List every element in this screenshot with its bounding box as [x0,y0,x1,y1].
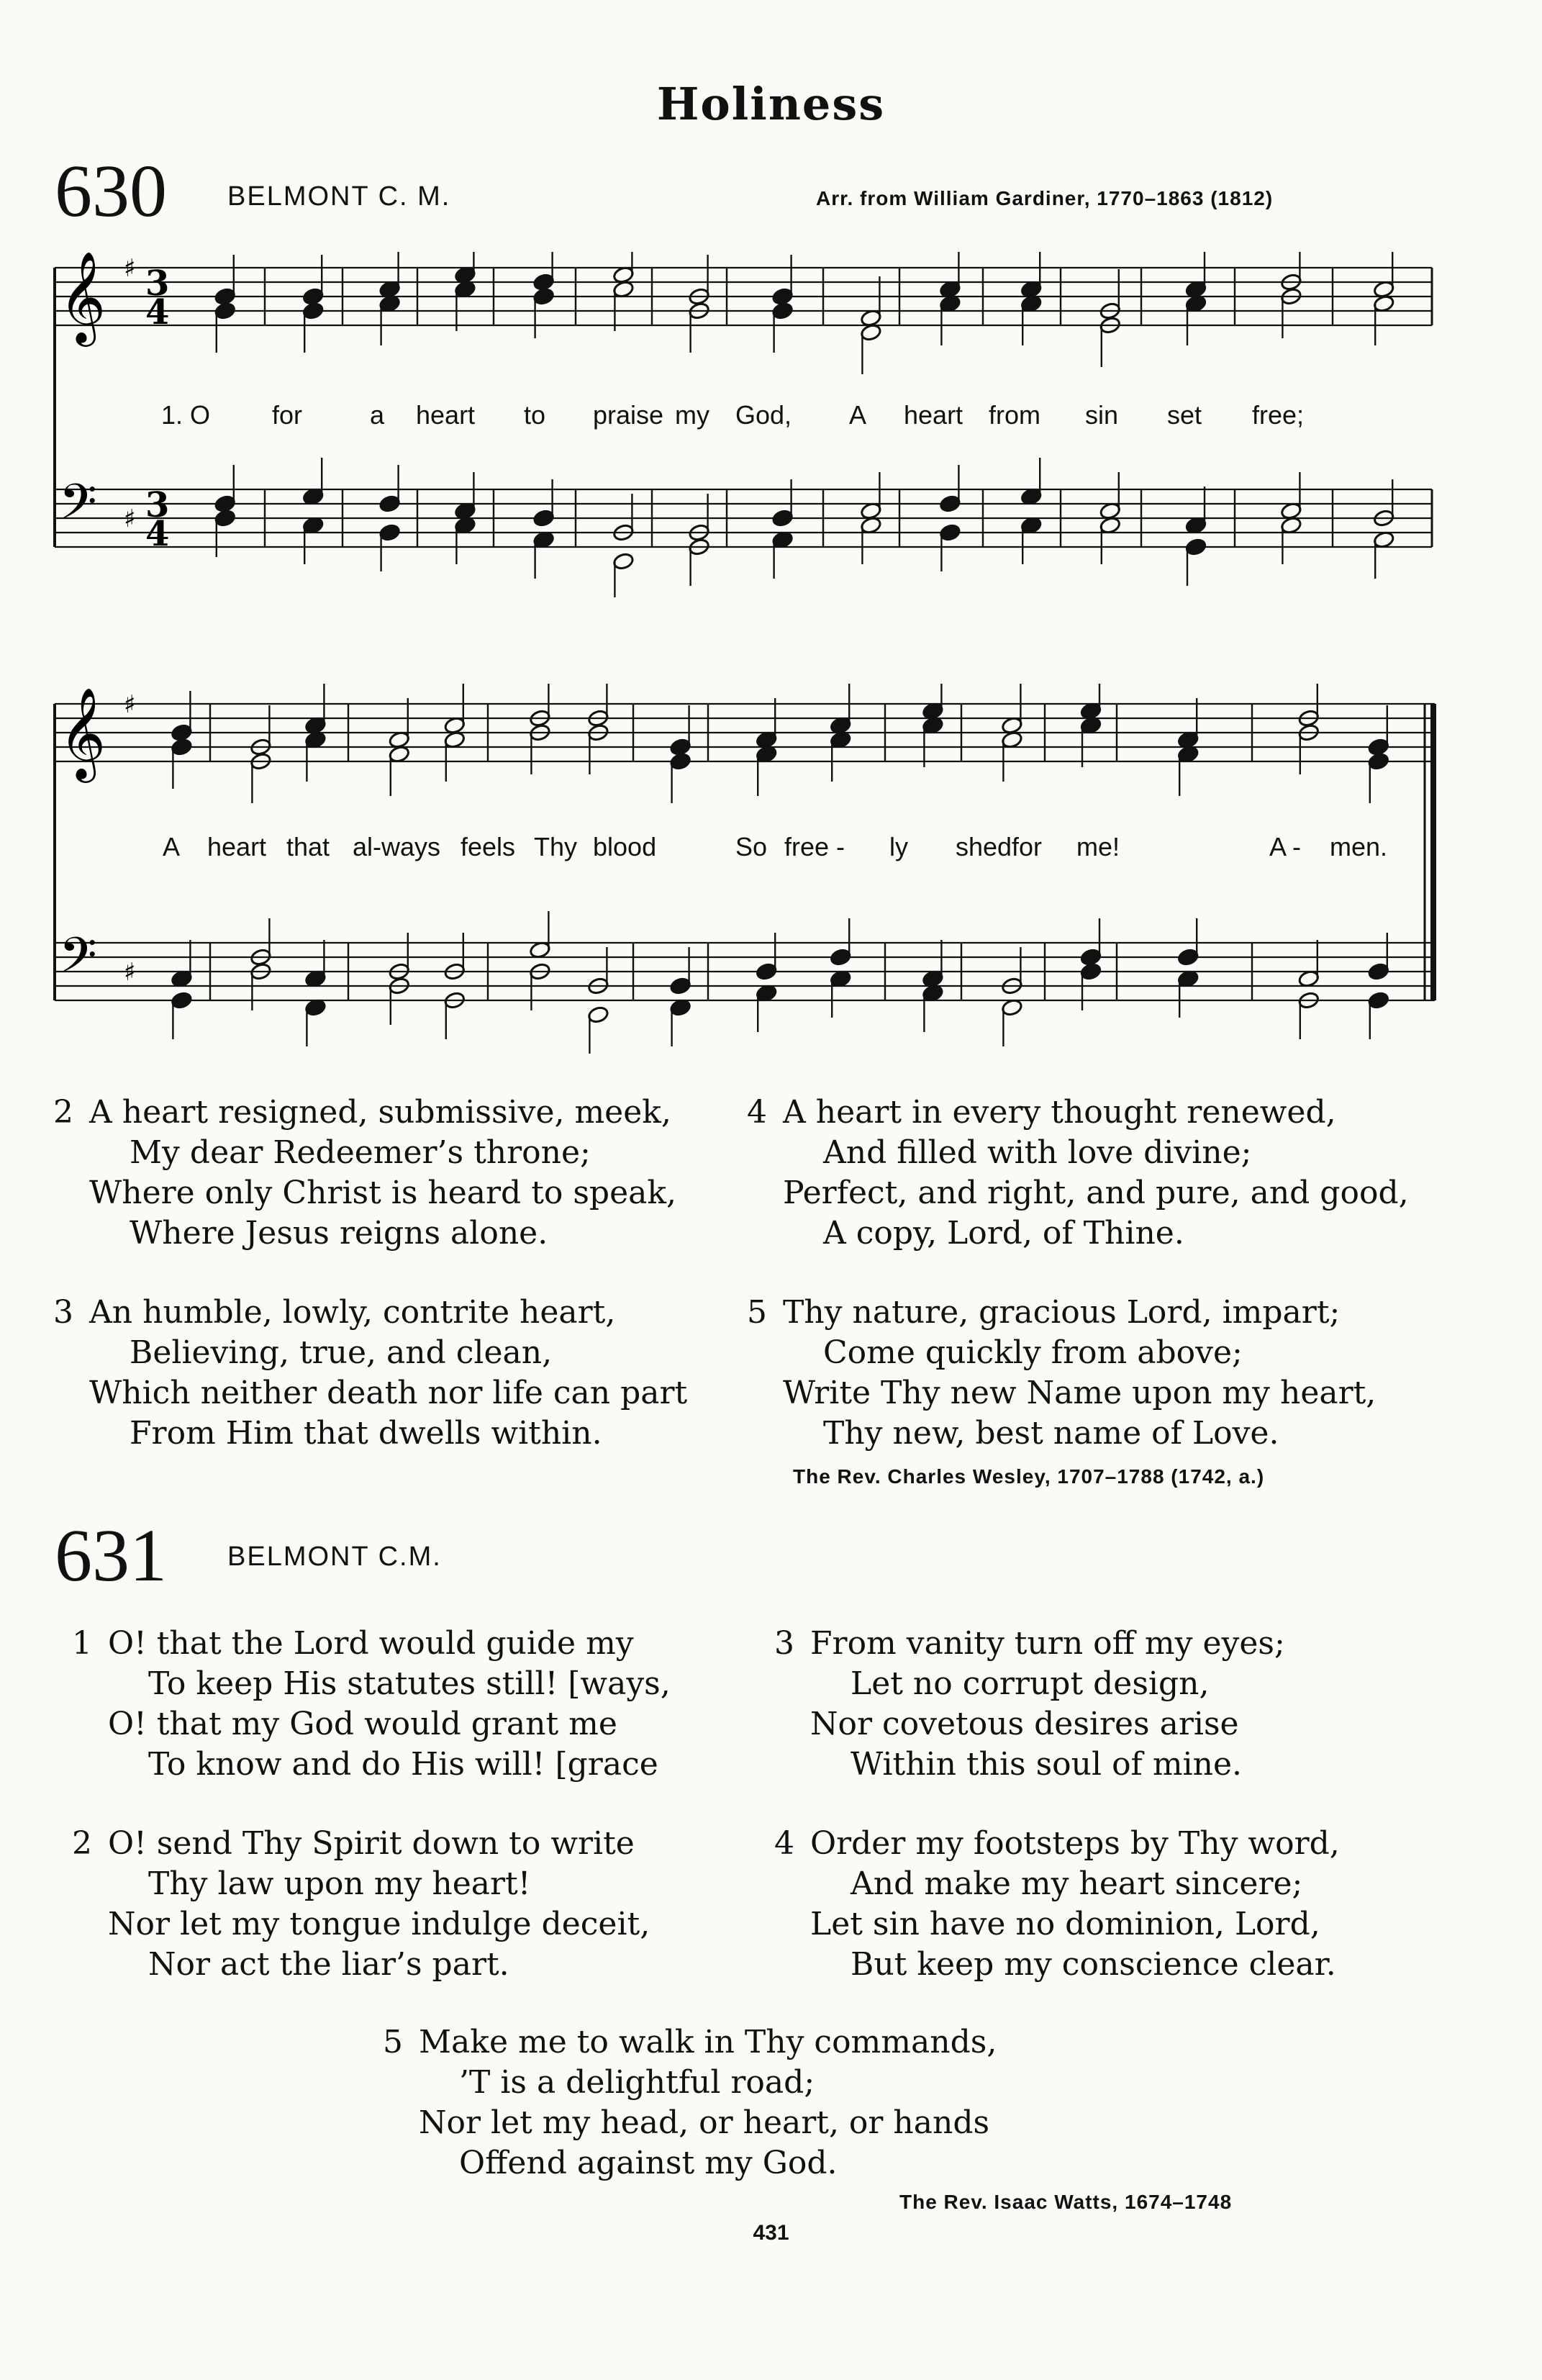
lyric-syllable: for [272,400,303,430]
stanza-630-2 [53,1092,676,1254]
lyric-syllable: feels [461,832,516,861]
stanza-631-2 [72,1824,650,1985]
author-credit-630: The Rev. Charles Wesley, 1707–1788 (1742, a.) [793,1465,1265,1488]
svg-text:♯: ♯ [124,254,136,283]
lyric-syllable: from [989,400,1040,430]
stanza-631-1 [72,1624,671,1785]
stanza-line: O! send Thy Spirit down to write [108,1825,635,1862]
stanza-line: From Him that dwells within. [130,1415,602,1452]
lyric-syllable: shed [956,832,1012,861]
lyric-syllable: blood [593,832,657,861]
stanza-line: ’T is a delightful road; [459,2064,815,2101]
author-credit-631: The Rev. Isaac Watts, 1674–1748 [899,2191,1233,2213]
lyric-syllable: free - [784,832,845,861]
stanza-line: Where Jesus reigns alone. [130,1215,548,1252]
stanza-line: My dear Redeemer’s throne; [130,1134,591,1171]
stanza-line: O! that my God would grant me [108,1706,617,1742]
stanza-line: A heart resigned, submissive, meek, [89,1094,671,1131]
stanza-number: 2 [72,1825,92,1862]
stanza-line: And filled with love divine; [823,1134,1252,1171]
lyric-syllable: Thy [534,832,578,861]
stanza-line: Come quickly from above; [823,1334,1243,1371]
stanza-line: Thy law upon my heart! [148,1865,531,1902]
page-number: 431 [753,2221,789,2245]
lyric-syllable: me! [1076,832,1120,861]
stanza-number: 4 [774,1825,794,1862]
lyric-syllable: al-ways [353,832,441,861]
svg-text:𝄞: 𝄞 [59,687,106,779]
lyric-syllable: that [286,832,330,861]
stanza-line: But keep my conscience clear. [851,1946,1336,1983]
stanza-line: And make my heart sincere; [851,1865,1303,1902]
stanza-line: Order my footsteps by Thy word, [810,1825,1340,1862]
lyric-syllable: for [1012,832,1043,861]
music-system-2 [0,684,1542,1058]
section-title: Holiness [656,78,886,130]
stanza-number: 5 [747,1294,767,1331]
stanza-line: To keep His statutes still! [ways, [148,1665,671,1702]
stanza-line: To know and do His will! [grace [148,1746,658,1783]
svg-text:4: 4 [145,292,170,332]
lyric-syllable: a [370,400,385,430]
lyric-syllable: to [524,400,546,430]
svg-text:4: 4 [145,514,170,554]
stanza-line: An humble, lowly, contrite heart, [89,1294,616,1331]
hymn-number-630: 630 [55,150,167,232]
arranger-credit: Arr. from William Gardiner, 1770–1863 (1812) [816,187,1274,209]
stanza-line: Thy nature, gracious Lord, impart; [783,1294,1341,1331]
stanza-line: A heart in every thought renewed, [783,1094,1336,1131]
stanza-number: 4 [747,1094,767,1131]
lyrics-line-2 [0,832,1542,868]
stanza-line: From vanity turn off my eyes; [810,1625,1285,1662]
stanza-line: Nor let my head, or heart, or hands [419,2104,990,2141]
stanza-line: O! that the Lord would guide my [108,1625,634,1662]
stanza-line: Offend against my God. [459,2145,838,2181]
stanza-630-5 [747,1293,1376,1454]
lyric-syllable: A - [1269,832,1302,861]
lyric-syllable: A [849,400,867,430]
stanza-630-3 [53,1293,687,1454]
svg-text:𝄢: 𝄢 [59,474,97,543]
svg-text:𝄞: 𝄞 [59,252,106,343]
svg-text:♯: ♯ [124,504,136,533]
stanza-631-3 [774,1624,1285,1785]
lyric-syllable: heart [207,832,267,861]
stanza-631-5 [383,2022,997,2184]
lyric-syllable: free; [1252,400,1305,430]
lyric-syllable: heart [416,400,476,430]
lyric-syllable: 1. O [161,400,211,430]
stanza-number: 5 [383,2024,403,2060]
stanza-line: Let sin have no dominion, Lord, [810,1906,1320,1942]
stanza-line: Make me to walk in Thy commands, [419,2024,997,2060]
stanza-line: Nor covetous desires arise [810,1706,1239,1742]
lyric-syllable: men. [1330,832,1388,861]
stanza-line: Thy new, best name of Love. [823,1415,1279,1452]
svg-text:♯: ♯ [124,690,136,719]
stanza-line: Believing, true, and clean, [130,1334,553,1371]
stanza-number: 3 [53,1294,73,1331]
stanza-line: Let no corrupt design, [851,1665,1210,1702]
stanza-line: Write Thy new Name upon my heart, [783,1375,1377,1411]
lyric-syllable: ly [889,832,908,861]
lyric-syllable: my [675,400,709,430]
svg-text:3: 3 [145,485,170,525]
lyrics-line-1 [0,400,1542,436]
stanza-number: 1 [72,1625,92,1662]
lyric-syllable: God, [735,400,792,430]
svg-text:♯: ♯ [124,958,136,987]
stanza-line: Nor let my tongue indulge deceit, [108,1906,650,1942]
svg-text:3: 3 [145,263,170,304]
stanza-line: Where only Christ is heard to speak, [89,1175,677,1211]
stanza-line: Nor act the liar’s part. [148,1946,509,1983]
lyric-syllable: heart [904,400,963,430]
tune-name-631: BELMONT C.M. [227,1542,442,1572]
lyric-syllable: set [1167,400,1202,430]
stanza-line: Perfect, and right, and pure, and good, [783,1175,1409,1211]
svg-text:𝄢: 𝄢 [59,928,97,996]
tune-name-630: BELMONT C. M. [227,181,451,212]
lyric-syllable: A [163,832,181,861]
hymn-number-631: 631 [55,1514,167,1597]
stanza-631-4 [774,1824,1340,1985]
lyric-syllable: So [735,832,768,861]
stanza-number: 3 [774,1625,794,1662]
lyric-syllable: sin [1085,400,1119,430]
stanza-line: A copy, Lord, of Thine. [823,1215,1184,1252]
stanza-number: 2 [53,1094,73,1131]
stanza-line: Which neither death nor life can part [89,1375,688,1411]
stanza-630-4 [747,1092,1409,1254]
stanza-line: Within this soul of mine. [851,1746,1242,1783]
lyric-syllable: praise [593,400,664,430]
